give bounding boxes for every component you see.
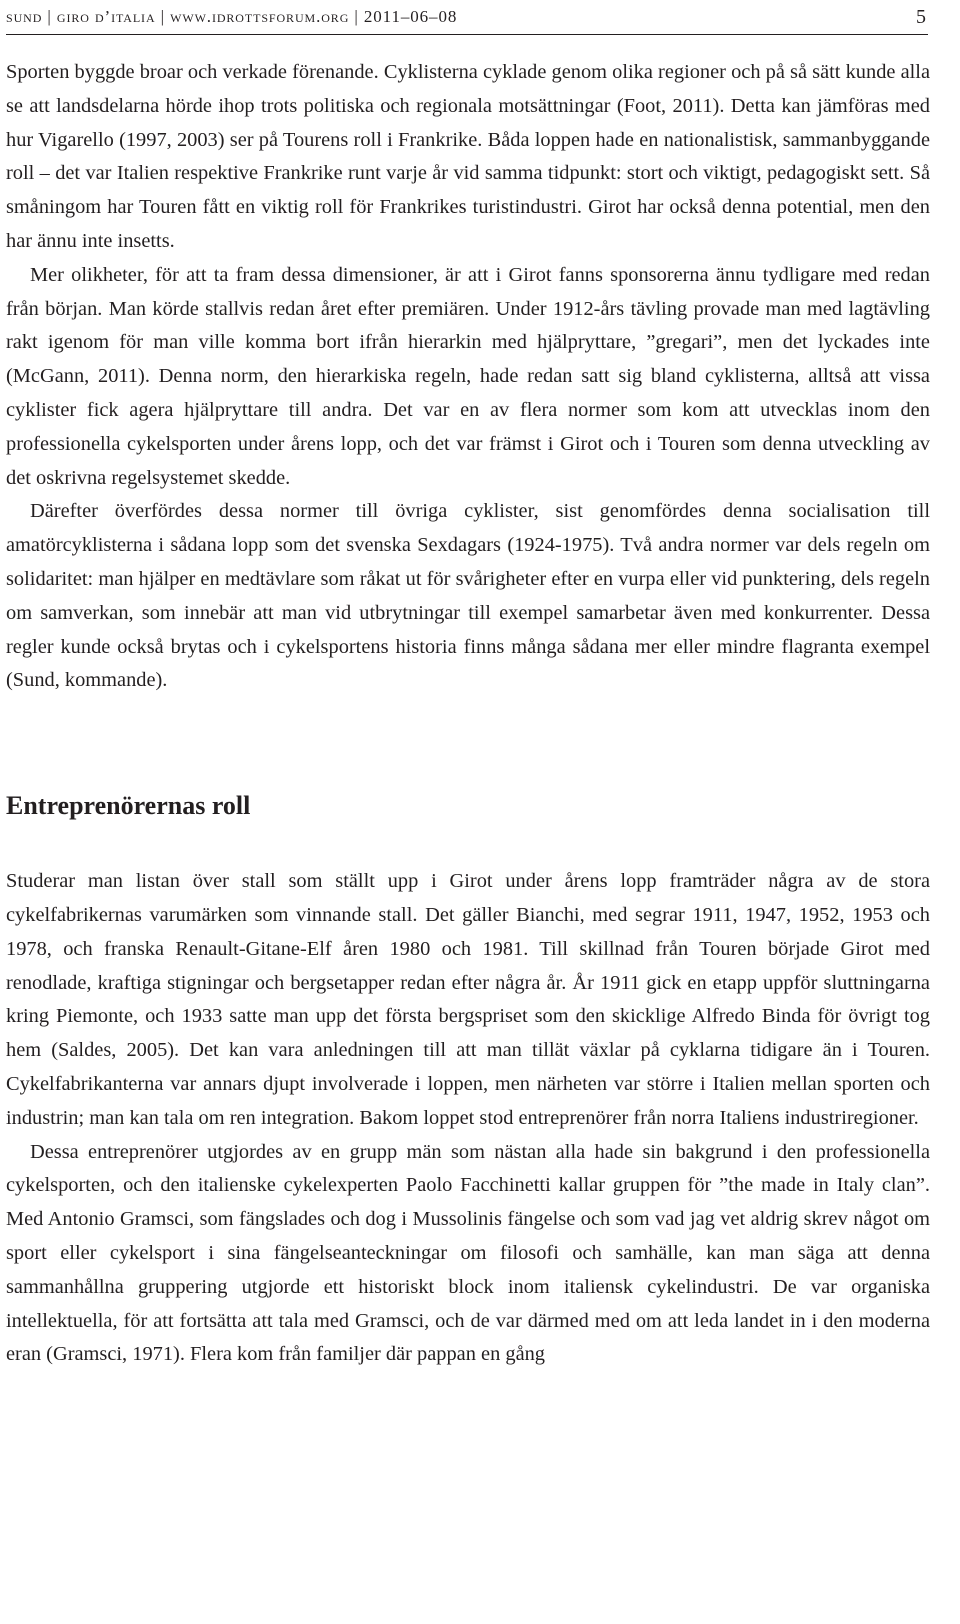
paragraph: Mer olikheter, för att ta fram dessa dimensioner, är att i Girot fanns sponsorerna ännu tydligare med redan från början. Man körde stallvis redan året efter premiären. Under 1912-års tävling provade man med lagtävling rakt igenom för man ville komma bort ifrån hierarkin med hjälpryttare, ”gregari”, men det lyckades inte (McGann, 2011). Denna norm, den hierarkiska regeln, hade redan satt sig bland cyklisterna, alltså att vissa cyklister fick agera hjälpryttare till andra. Det var en av flera normer som kom att utvecklas inom den professionella cykelsporten under årens lopp, och det var främst i Girot och i Touren som denna utveckling av det oskrivna regelsystemet skedde. xyxy=(6,263,930,489)
section-heading: Entreprenörernas roll xyxy=(6,791,251,821)
paragraph: Sporten byggde broar och verkade förenande. Cyklisterna cyklade genom olika regioner och på så sätt kunde alla se att landsdelarna hörde ihop trots politiska och regionala motsättningar (Foot, 2011). Detta kan jämföras med hur Vigarello (1997, 2003) ser på Tourens roll i Frankrike. Båda loppen hade en nationalistisk, sammanbyggande roll – det var Italien respektive Frankrike runt varje år vid samma tidpunkt: stort och viktigt, pedagogiskt sett. Så småningom har Touren fått en viktig roll för Frankrikes turistindustri. Girot har också denna potential, men den har ännu inte insetts. xyxy=(6,61,930,252)
body-text xyxy=(6,56,930,1372)
running-header xyxy=(6,4,926,30)
paragraph: Därefter överfördes dessa normer till övriga cyklister, sist genomfördes denna socialisation till amatörcyklisterna i sådana lopp som det svenska Sexdagars (1924-1975). Två andra normer var dels regeln om solidaritet: man hjälper en medtävlare som råkat ut för svårigheter efter en vurpa eller vid punktering, dels regeln om samverkan, som innebär att man vid utbrytningar till exempel samarbetar även med konkurrenter. Dessa regler kunde också brytas och i cykelsportens historia finns många sådana mer eller mindre flagranta exempel (Sund, kommande). xyxy=(6,500,930,692)
heading-spacer xyxy=(6,823,930,865)
paragraph: Studerar man listan över stall som ställt upp i Girot under årens lopp framträder några av de stora cykelfabrikernas varumärken som vinnande stall. Det gäller Bianchi, med segrar 1911, 1947, 1952, 1953 och 1978, och franska Renault-Gitane-Elf åren 1980 och 1981. Till skillnad från Touren började Girot med renodlade, kraftiga stigningar och bergsetapper redan efter några år. År 1911 gick en etapp uppför sluttningarna kring Piemonte, och 1933 satte man upp det första bergspriset som den skicklige Alfredo Binda för övrigt tog hem (Saldes, 2005). Det kan vara anledningen till att man tillät växlar på cyklarna tidigare än i Touren. Cykelfabrikanterna var annars djupt involverade i loppen, men närheten var större i Italien mellan sporten och industrin; man kan tala om ren integration. Bakom loppet stod entreprenörer från norra Italiens industriregioner. xyxy=(6,870,930,1129)
running-title: sund | giro d’italia | www.idrottsforum.org | 2011–06–08 xyxy=(6,7,458,26)
header-rule xyxy=(6,34,928,35)
section-spacer xyxy=(6,698,930,789)
paragraph: Dessa entreprenörer utgjordes av en grupp män som nästan alla hade sin bakgrund i den professionella cykelsporten, och den italienske cykelexperten Paolo Facchinetti kallar gruppen för ”the made in Italy clan”. Med Antonio Gramsci, som fängslades och dog i Mussolinis fängelse och som vad jag vet aldrig skrev något om sport eller cykelsport i sina fängelseanteckningar om filosofi och samhälle, kan man säga att denna sammanhållna gruppering utgjorde ett historiskt block inom italiensk cykelindustri. De var organiska intellektuella, för att fortsätta att tala med Gramsci, och de var därmed med om att leda landet in i den moderna eran (Gramsci, 1971). Flera kom från familjer där pappan en gång xyxy=(6,1140,930,1366)
page-number: 5 xyxy=(916,6,926,28)
